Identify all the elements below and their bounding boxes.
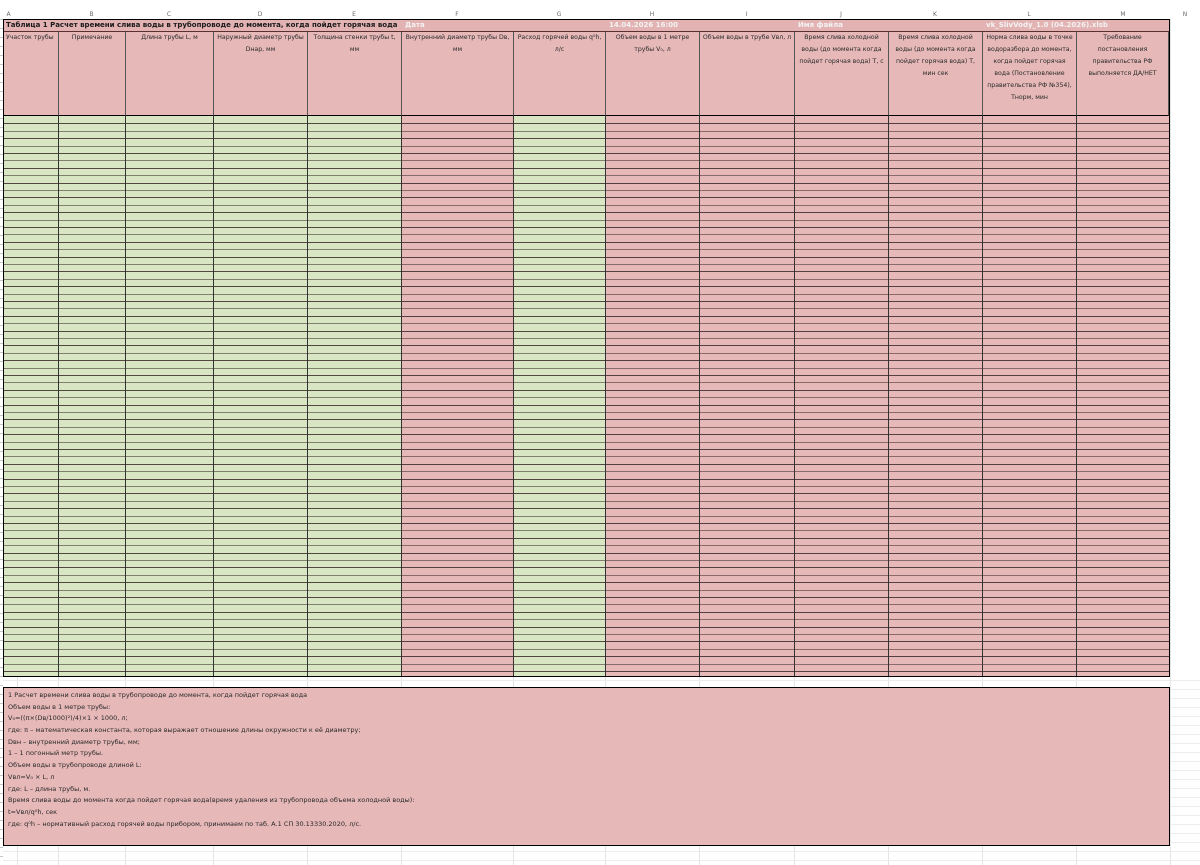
header-pipe-length[interactable]: Длина трубы L, м	[126, 32, 214, 116]
grid-column-line	[1170, 19, 1171, 865]
row-rule	[4, 227, 1169, 228]
row-marker	[0, 685, 3, 686]
row-rule	[4, 567, 1169, 568]
row-rule	[4, 671, 1169, 672]
row-rule	[4, 153, 1169, 154]
note-line[interactable]: Dвн – внутренний диаметр трубы, мм;	[8, 737, 140, 746]
row-rule	[4, 308, 1169, 309]
row-rule	[4, 434, 1169, 435]
row-rule	[4, 286, 1169, 287]
header-hot-water-flow[interactable]: Расход горячей воды q⁰h, л/с	[514, 32, 606, 116]
column-header-i[interactable]: I	[745, 11, 748, 18]
row-rule	[4, 382, 1169, 383]
note-line[interactable]: Vвл=V₀ × L, л	[8, 772, 55, 781]
row-rule	[4, 264, 1169, 265]
row-rule	[4, 442, 1169, 443]
title-band	[4, 20, 1169, 32]
row-rule	[4, 168, 1169, 169]
date-label[interactable]: Дата	[405, 21, 425, 29]
filename-label[interactable]: Имя файла	[798, 21, 843, 29]
row-rule	[4, 345, 1169, 346]
column-header-n[interactable]: N	[1182, 11, 1188, 18]
row-rule	[4, 234, 1169, 235]
header-drain-time-min[interactable]: Время слива холодной воды (до момента когда пойдет горячая вода) T, мин сек	[889, 32, 983, 116]
row-rule	[4, 634, 1169, 635]
note-line[interactable]: V₀=((π×(Dв/1000)²)/4)×1 × 1000, л;	[8, 714, 128, 723]
row-rule	[4, 183, 1169, 184]
row-rule	[4, 582, 1169, 583]
row-rule	[4, 160, 1169, 161]
row-rule	[4, 493, 1169, 494]
row-rule	[4, 146, 1169, 147]
note-line[interactable]: Объем воды в 1 метре трубы:	[8, 702, 111, 711]
row-rule	[4, 612, 1169, 613]
row-rule	[4, 138, 1169, 139]
header-requirement-met[interactable]: Требование постановления правительства РФ выполняется ДА/НЕТ	[1077, 32, 1169, 116]
grid-row-line	[3, 860, 1200, 861]
row-rule	[4, 597, 1169, 598]
row-rule	[4, 123, 1169, 124]
column-header-j[interactable]: J	[840, 11, 842, 18]
row-rule	[4, 538, 1169, 539]
header-drain-time-sec[interactable]: Время слива холодной воды (до момента когда пойдет горячая вода) T, с	[795, 32, 889, 116]
row-rule	[4, 316, 1169, 317]
header-volume-in-pipe[interactable]: Объем воды в трубе Vвл, л	[700, 32, 795, 116]
row-rule	[4, 205, 1169, 206]
note-line[interactable]: где: L – длина трубы, м.	[8, 784, 91, 793]
header-inner-diameter[interactable]: Внутренний диаметр трубы Dв, мм	[402, 32, 514, 116]
row-rule	[4, 530, 1169, 531]
column-headers	[0, 10, 1200, 19]
row-rule	[4, 449, 1169, 450]
row-rule	[4, 405, 1169, 406]
row-rule	[4, 523, 1169, 524]
table-title[interactable]: Таблица 1 Расчет времени слива воды в трубопроводе до момента, когда пойдет горячая вода	[6, 21, 398, 29]
row-marker	[0, 847, 3, 848]
column-header-c[interactable]: C	[166, 11, 172, 18]
row-rule	[4, 271, 1169, 272]
header-note[interactable]: Примечание	[59, 32, 126, 116]
column-header-m[interactable]: M	[1120, 11, 1126, 18]
row-rule	[4, 294, 1169, 295]
row-rule	[4, 175, 1169, 176]
row-rule	[4, 397, 1169, 398]
row-rule	[4, 301, 1169, 302]
row-rule	[4, 242, 1169, 243]
column-header-l[interactable]: L	[1027, 11, 1031, 18]
note-line[interactable]: где: q⁰h – нормативный расход горячей воды прибором, принимаем по таб. А.1 СП 30.13330.2020, л/с.	[8, 819, 362, 828]
row-rule	[4, 338, 1169, 339]
row-rule	[4, 664, 1169, 665]
row-rule	[4, 456, 1169, 457]
row-rule	[4, 220, 1169, 221]
row-rule	[4, 508, 1169, 509]
header-wall-thickness[interactable]: Толщина стенки трубы t, мм	[308, 32, 402, 116]
date-value[interactable]: 14.04.2026 16:00	[609, 21, 679, 29]
notes-block	[3, 687, 1170, 846]
column-header-k[interactable]: K	[933, 11, 937, 18]
row-rule	[4, 390, 1169, 391]
row-rule	[4, 560, 1169, 561]
filename-value[interactable]: vk_SlivVody_1.0 (04.2026).xlsb	[986, 21, 1108, 29]
note-line[interactable]: t=Vвл/q⁰h, сек	[8, 807, 58, 816]
row-rule	[4, 516, 1169, 517]
row-rule	[4, 641, 1169, 642]
column-header-f[interactable]: F	[455, 11, 459, 18]
row-rule	[4, 375, 1169, 376]
row-rule	[4, 427, 1169, 428]
row-rule	[4, 479, 1169, 480]
row-rule	[4, 553, 1169, 554]
row-rule	[4, 604, 1169, 605]
row-rule	[4, 464, 1169, 465]
row-rule	[4, 360, 1169, 361]
column-header-g[interactable]: G	[556, 11, 562, 18]
row-rule	[4, 649, 1169, 650]
row-rule	[4, 249, 1169, 250]
row-rule	[4, 212, 1169, 213]
row-rule	[4, 486, 1169, 487]
column-header-a[interactable]: A	[6, 11, 11, 18]
row-rule	[4, 190, 1169, 191]
row-marker	[0, 856, 3, 857]
column-header-h[interactable]: H	[649, 11, 655, 18]
grid-row-line	[3, 851, 1200, 852]
column-header-e[interactable]: E	[352, 11, 356, 18]
header-volume-per-meter[interactable]: Объем воды в 1 метре трубы V₀, л	[606, 32, 700, 116]
row-rule	[4, 353, 1169, 354]
row-rule	[4, 368, 1169, 369]
row-rule	[4, 331, 1169, 332]
row-rule	[4, 471, 1169, 472]
row-rule	[4, 501, 1169, 502]
row-rule	[4, 619, 1169, 620]
row-rule	[4, 412, 1169, 413]
calc-table	[3, 19, 1170, 677]
header-outer-diameter[interactable]: Наружный диаметр трубы Dнар, мм	[214, 32, 308, 116]
row-rule	[4, 627, 1169, 628]
column-header-d[interactable]: D	[257, 11, 263, 18]
grid-row-line	[3, 680, 1200, 681]
note-line[interactable]: где: π – математическая константа, которая выражает отношение длины окружности к её диаметру;	[8, 726, 361, 735]
column-header-b[interactable]: B	[89, 11, 94, 18]
note-line[interactable]: Время слива воды до момента когда пойдет горячая вода(время удаления из трубопровода объема холодной воды):	[8, 796, 415, 805]
header-norm-time[interactable]: Норма слива воды в точке водоразбора до момента, когда пойдет горячая вода (Постановление правительства РФ №354), Tнорм, мин	[983, 32, 1077, 116]
row-rule	[4, 197, 1169, 198]
row-rule	[4, 131, 1169, 132]
note-line[interactable]: 1 – 1 погонный метр трубы.	[8, 749, 104, 758]
header-pipe-section[interactable]: Участок трубы	[4, 32, 59, 116]
row-rule	[4, 656, 1169, 657]
row-rule	[4, 419, 1169, 420]
row-rule	[4, 257, 1169, 258]
row-rule	[4, 545, 1169, 546]
row-rule	[4, 575, 1169, 576]
note-line[interactable]: 1 Расчет времени слива воды в трубопроводе до момента, когда пойдет горячая вода	[8, 691, 308, 699]
note-line[interactable]: Объем воды в трубопроводе длиной L:	[8, 761, 142, 770]
row-rule	[4, 323, 1169, 324]
row-rule	[4, 590, 1169, 591]
row-rule	[4, 279, 1169, 280]
